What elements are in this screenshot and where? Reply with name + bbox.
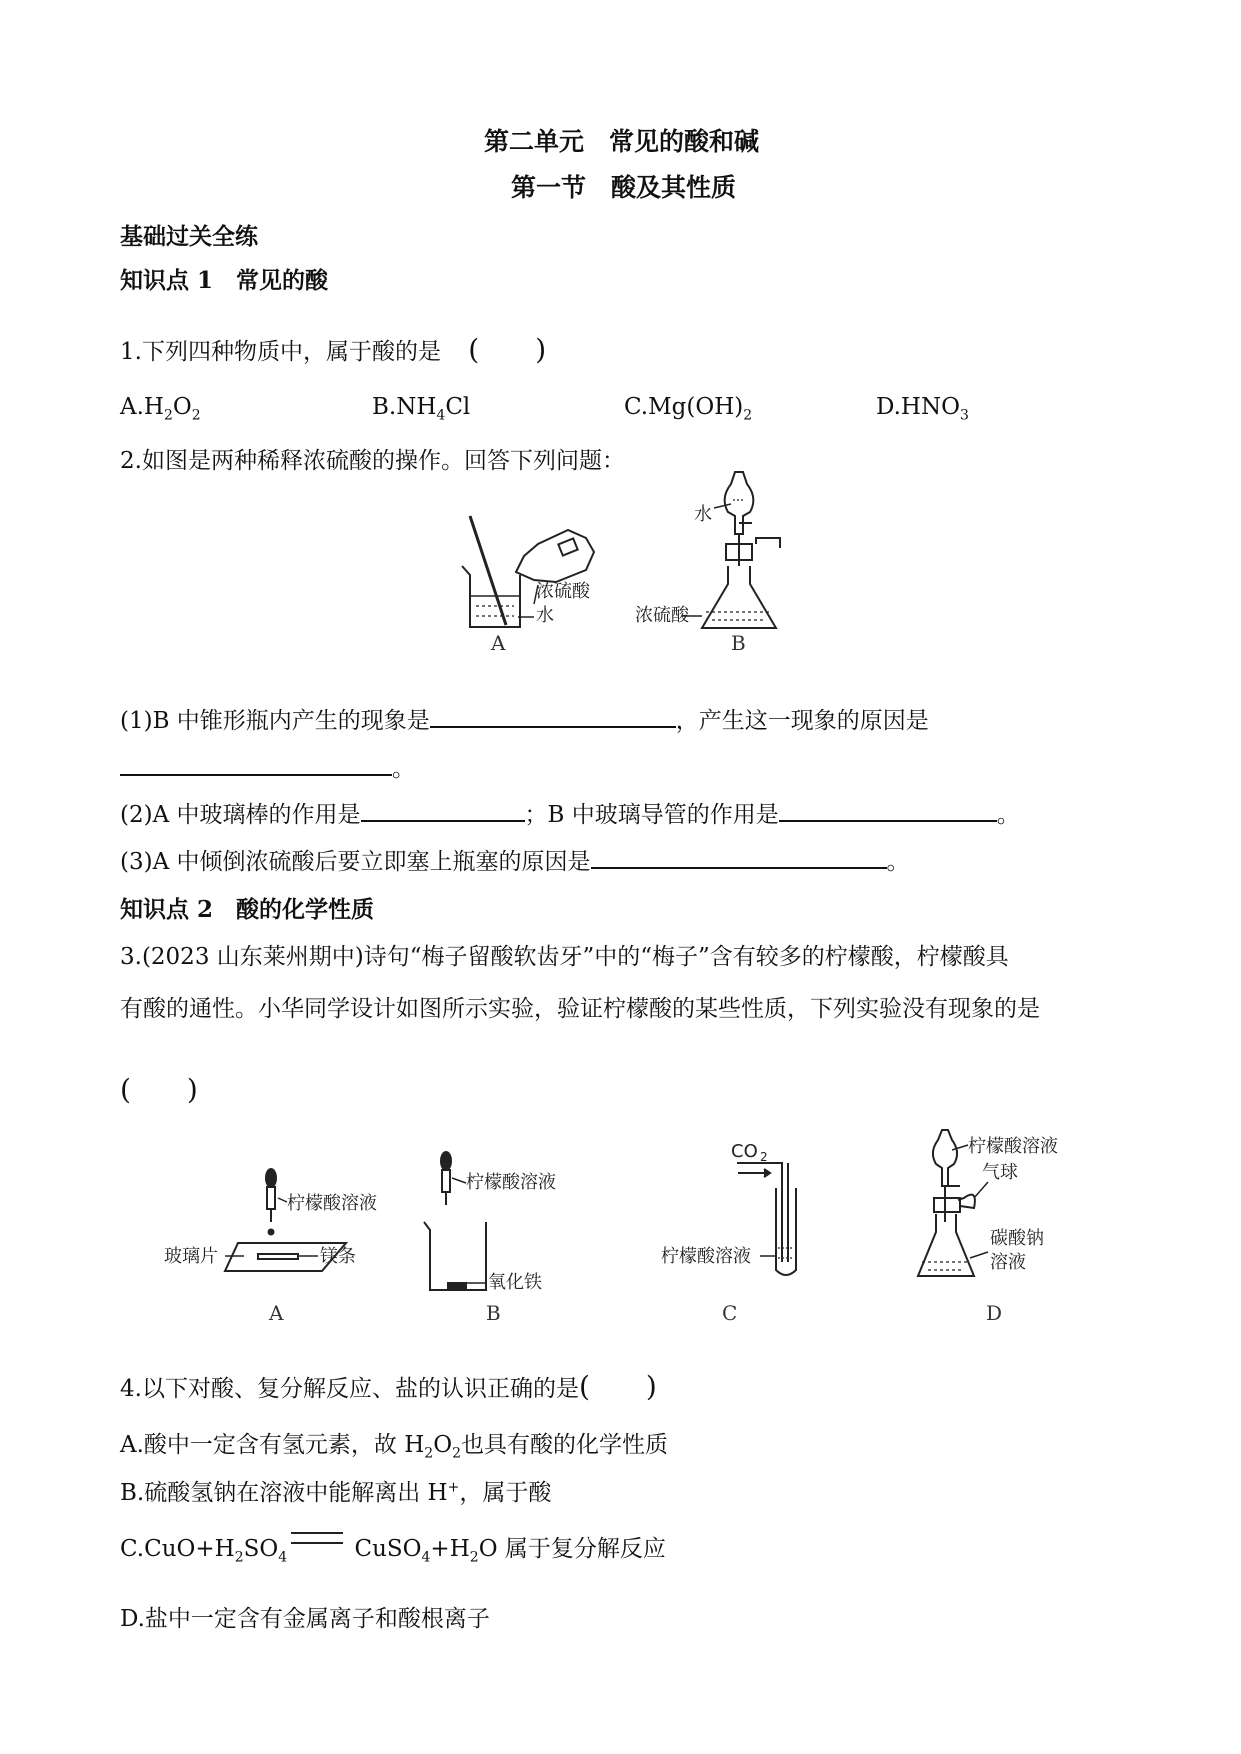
q1-option-d: $D.HNO_3$ bbox=[876, 394, 969, 424]
q4-option-d: D.盐中一定含有金属离子和酸根离子 bbox=[120, 1606, 490, 1632]
q3-a-solution-label: 柠檬酸溶液 bbox=[287, 1193, 377, 1214]
q3-line1: 3.(2023 山东莱州期中)诗句“梅子留酸软齿牙”中的“梅子”含有较多的柠檬酸，柠檬酸具 bbox=[120, 944, 1009, 970]
q3-d-solution-label: 柠檬酸溶液 bbox=[968, 1136, 1058, 1157]
q4-answer-paren: ( ) bbox=[578, 1370, 657, 1403]
q3-a-glass-label: 玻璃片 bbox=[164, 1246, 218, 1267]
q2-b-conc-acid-label: 浓硫酸 bbox=[635, 605, 689, 626]
q3-c-caption: C bbox=[722, 1301, 738, 1325]
q3-b-fe-label: 氧化铁 bbox=[488, 1272, 542, 1293]
section-title: 第一节 酸及其性质 bbox=[511, 173, 737, 202]
q2-a-conc-acid-label: 浓硫酸 bbox=[536, 581, 590, 602]
q2-a-caption: A bbox=[491, 631, 506, 655]
q4-option-a: A.酸中一定含有氢元素，故 $H_2O_2$也具有酸的化学性质 bbox=[120, 1432, 668, 1462]
q3-c-solution-label: 柠檬酸溶液 bbox=[661, 1246, 751, 1267]
q2-b-water-label: 水 bbox=[694, 504, 712, 525]
q2-b-caption: B bbox=[731, 631, 746, 655]
q1-answer-paren: ( ) bbox=[468, 333, 547, 366]
q3-c-gas-label: CO bbox=[731, 1141, 758, 1162]
q1-option-b: $B.NH_4Cl$ bbox=[372, 394, 471, 424]
q3-d-caption: D bbox=[986, 1301, 1003, 1325]
knowledge-point-2: 知识点 2 酸的化学性质 bbox=[120, 896, 375, 923]
q3-d-apparatus bbox=[918, 1130, 975, 1276]
q2-a-water-label: 水 bbox=[536, 605, 554, 626]
q3-c-gas-sub: 2 bbox=[760, 1150, 768, 1164]
unit-title: 第二单元 常见的酸和碱 bbox=[484, 127, 760, 156]
q1-option-c: $C.Mg(OH)_2$ bbox=[624, 394, 753, 424]
q4-option-b: B.硫酸氢钠在溶液中能解离出 H+，属于酸 bbox=[120, 1479, 552, 1506]
q2-sub2: (2)A 中玻璃棒的作用是 ；B 中玻璃导管的作用是 。 bbox=[120, 796, 1020, 829]
q2-sub1-cont: 。 bbox=[120, 750, 415, 783]
q4-option-c: $C.CuO+H_2SO_4$ $CuSO_4+H_2O$ 属于复分解反应 bbox=[120, 1530, 666, 1566]
q2-sub1: (1)B 中锥形瓶内产生的现象是 ，产生这一现象的原因是 bbox=[120, 702, 929, 735]
q3-d-na2co3-label: 碳酸钠 bbox=[990, 1228, 1044, 1249]
q3-b-caption: B bbox=[486, 1301, 501, 1325]
q3-line2: 有酸的通性。小华同学设计如图所示实验，验证柠檬酸的某些性质，下列实验没有现象的是 bbox=[120, 996, 1040, 1022]
q3-answer-paren: ( ) bbox=[120, 1073, 198, 1106]
exercise-heading: 基础过关全练 bbox=[120, 223, 258, 250]
q4-stem: 4.以下对酸、复分解反应、盐的认识正确的是( ) bbox=[120, 1370, 657, 1403]
q2-stem: 2.如图是两种稀释浓硫酸的操作。回答下列问题： bbox=[120, 448, 625, 474]
q1-option-a: $A.H_2O_2$ bbox=[120, 394, 201, 424]
reaction-equals-sign bbox=[291, 1532, 343, 1544]
q3-b-solution-label: 柠檬酸溶液 bbox=[466, 1172, 556, 1193]
q3-a-mg-label: 镁条 bbox=[320, 1246, 356, 1267]
q3-d-balloon-label: 气球 bbox=[982, 1162, 1018, 1183]
q3-d-na2co3-label-2: 溶液 bbox=[990, 1252, 1026, 1273]
q2-sub3: (3)A 中倾倒浓硫酸后要立即塞上瓶塞的原因是 。 bbox=[120, 843, 910, 876]
q1-stem-text: 1.下列四种物质中，属于酸的是 bbox=[120, 339, 441, 365]
knowledge-point-1: 知识点 1 常见的酸 bbox=[120, 267, 329, 294]
q3-a-caption: A bbox=[269, 1301, 284, 1325]
